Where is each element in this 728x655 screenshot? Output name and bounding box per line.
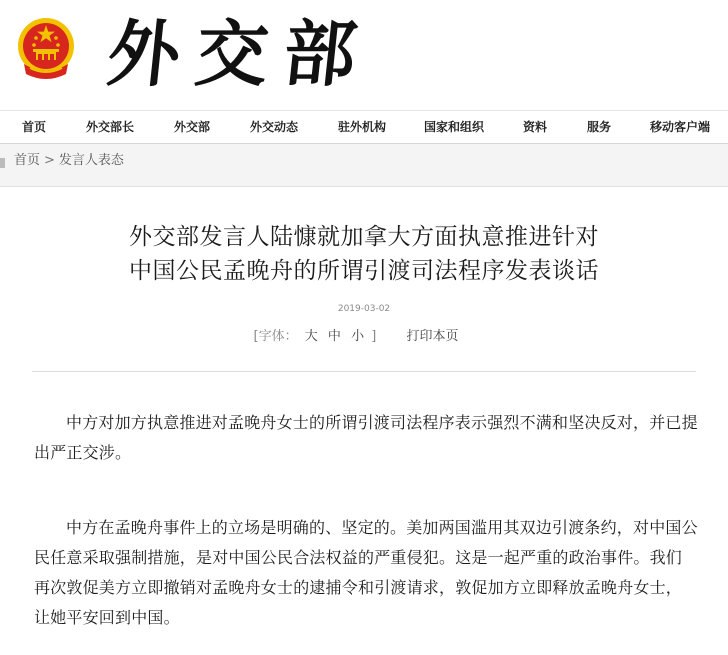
breadcrumb-home-link[interactable]: 首页 — [14, 153, 41, 168]
nav-item-minister[interactable]: 外交部长 — [86, 120, 135, 134]
font-size-small-button[interactable]: 小 — [351, 329, 365, 344]
font-size-label: [字体： — [253, 329, 298, 344]
breadcrumb — [0, 144, 728, 187]
nav-item-resources[interactable]: 资料 — [523, 120, 548, 134]
nav-item-diplomatic-news[interactable]: 外交动态 — [250, 120, 299, 134]
article-date: 2019-03-02 — [337, 304, 391, 314]
main-nav — [0, 111, 728, 143]
print-page-button[interactable]: 打印本页 — [406, 329, 459, 344]
site-logo-text[interactable]: 外交部 — [103, 11, 377, 96]
article-tools — [0, 325, 728, 349]
breadcrumb-marker — [0, 158, 5, 168]
font-size-medium-button[interactable]: 中 — [327, 329, 341, 344]
nav-item-missions-abroad[interactable]: 驻外机构 — [338, 120, 387, 134]
national-emblem-icon[interactable] — [16, 16, 76, 84]
font-size-bracket-close: ] — [371, 329, 377, 344]
nav-item-mobile-client[interactable]: 移动客户端 — [650, 120, 711, 134]
nav-item-home[interactable]: 首页 — [22, 120, 47, 134]
article-title-line-2: 中国公民孟晚舟的所谓引渡司法程序发表谈话 — [129, 258, 599, 284]
nav-item-services[interactable]: 服务 — [587, 120, 612, 134]
article-paragraph-1: 中方对加方执意推进对孟晚舟女士的所谓引渡司法程序表示强烈不满和坚决反对，并已提出严正交涉。 — [34, 413, 698, 462]
site-header — [0, 0, 728, 110]
breadcrumb-current-link[interactable]: 发言人表态 — [58, 153, 124, 168]
font-size-large-button[interactable]: 大 — [304, 329, 318, 344]
article-title-line-1: 外交部发言人陆慷就加拿大方面执意推进针对 — [129, 224, 599, 250]
nav-item-ministry[interactable]: 外交部 — [174, 120, 211, 134]
article-paragraph-2: 中方在孟晚舟事件上的立场是明确的、坚定的。美加两国滥用其双边引渡条约，对中国公民任意采取强制措施，是对中国公民合法权益的严重侵犯。这是一起严重的政治事件。我们再次敦促美方立即撤销对孟晚舟女士的逮捕令和引渡请求，敦促加方立即释放孟晚舟女士，让她平安回到中国。 — [34, 518, 698, 627]
article-divider — [32, 371, 696, 372]
breadcrumb-separator: > — [44, 153, 55, 168]
nav-item-countries-organizations[interactable]: 国家和组织 — [424, 120, 485, 134]
